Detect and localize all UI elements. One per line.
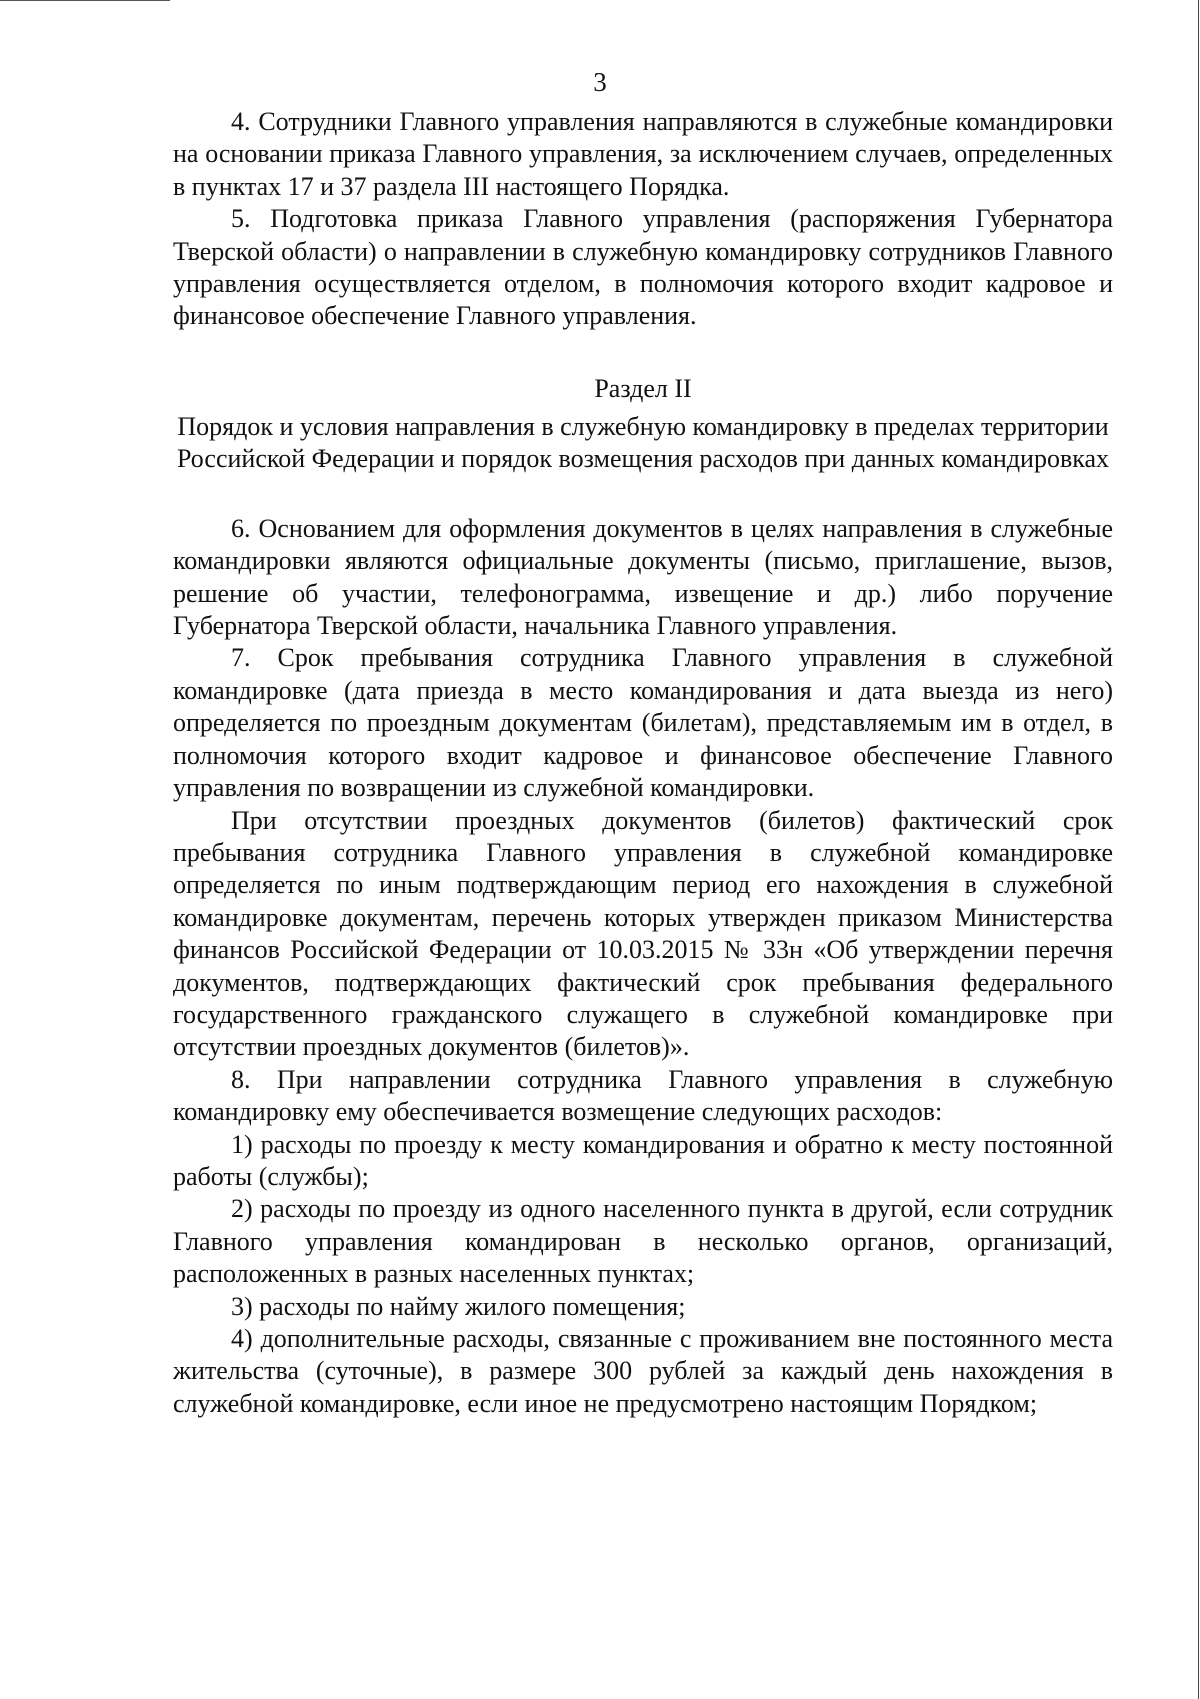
list-item-4: 4) дополнительные расходы, связанные с проживанием вне постоянного места жительства (суточные), в размере 300 рублей за каждый день нахождения в служебной командировке, если иное не предусмотрено настоящим Порядком; [173, 1324, 1113, 1418]
section-heading [173, 373, 1113, 475]
paragraph-8: 8. При направлении сотрудника Главного управления в служебную командировку ему обеспечивается возмещение следующих расходов: [173, 1064, 1113, 1127]
spacer [173, 475, 1113, 513]
paragraph-7: 7. Срок пребывания сотрудника Главного управления в служебной командировке (дата приезда в место командирования и дата выезда из него) определяется по проездным документам (билетам), представляемым им в отдел, в полномочия которого входит кадровое и финансовое обеспечение Главного управления по возвращении из служебной командировки. [173, 643, 1113, 803]
list-item-2: 2) расходы по проезду из одного населенного пункта в другой, если сотрудник Главного управления командирован в несколько органов, организаций, расположенных в разных населенных пунктах; [173, 1194, 1113, 1289]
paragraph-5: 5. Подготовка приказа Главного управления (распоряжения Губернатора Тверской области) о направлении в служебную командировку сотрудников Главного управления осуществляется отделом, в полномочия которого входит кадровое и финансовое обеспечение Главного управления. [173, 204, 1113, 331]
paragraph-6: 6. Основанием для оформления документов в целях направления в служебные командировки являются официальные документы (письмо, приглашение, вызов, решение об участии, телефонограмма, извещение и др.) либо поручение Губернатора Тверской области, начальника Главного управления. [173, 513, 1113, 641]
scan-edge-line [1198, 0, 1199, 1699]
section-subtitle: Порядок и условия направления в служебную командировку в пределах территории Российской Федерации и порядок возмещения расходов при данных командировках [176, 411, 1110, 473]
page-number: 3 [593, 67, 607, 97]
section-title: Раздел II [594, 373, 692, 403]
scan-edge-line [0, 0, 170, 1]
document-body [173, 106, 1113, 1420]
list-item-3: 3) расходы по найму жилого помещения; [231, 1291, 686, 1321]
paragraph-7-continued: При отсутствии проездных документов (билетов) фактический срок пребывания сотрудника Главного управления в служебной командировке определяется по иным подтверждающим период его нахождения в служебной командировке документам, перечень которых утвержден приказом Министерства финансов Российской Федерации от 10.03.2015 № 33н «Об утверждении перечня документов, подтверждающих фактический срок пребывания федерального государственного гражданского служащего в служебной командировке при отсутствии проездных документов (билетов)». [173, 805, 1113, 1062]
list-item-1: 1) расходы по проезду к месту командирования и обратно к месту постоянной работы (службы); [173, 1129, 1113, 1191]
paragraph-4: 4. Сотрудники Главного управления направляются в служебные командировки на основании приказа Главного управления, за исключением случаев, определенных в пунктах 17 и 37 раздела III настоящего Порядка. [173, 107, 1113, 201]
